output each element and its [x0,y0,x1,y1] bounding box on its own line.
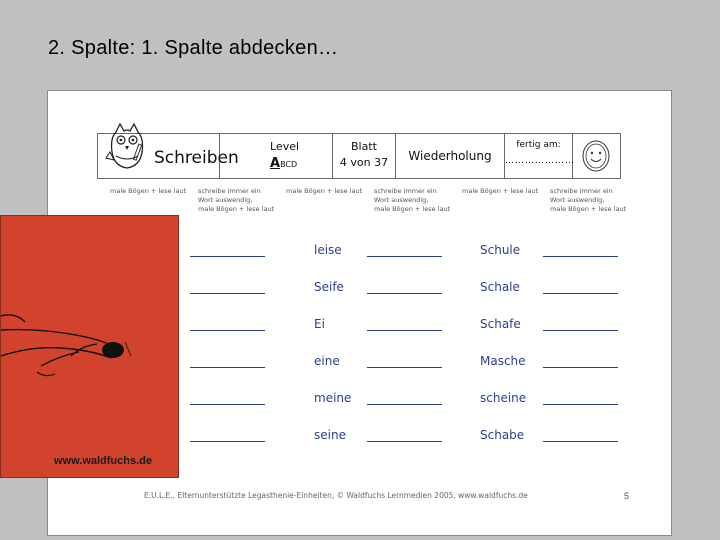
instruction-2-line-2: Wort auswendig, [198,196,253,204]
instruction-1-line-1: male Bögen + lese laut [110,187,187,195]
word-col3: scheine [480,391,527,405]
level-current: A [270,156,281,171]
instruction-2 [198,187,274,214]
level-label: Level [270,140,300,153]
instruction-6 [550,187,626,214]
word-col2: meine [314,391,352,405]
instruction-6-line-2: Wort auswendig, [550,196,605,204]
fertig-label: fertig am: [516,140,561,150]
header-smiley-cell [573,134,620,178]
instruction-3-line-1: male Bögen + lese laut [286,187,363,195]
instruction-1 [110,187,186,196]
blank-line [367,404,442,405]
blank-line [367,441,442,442]
blank-line [543,330,618,331]
word-col3: Schabe [480,428,525,442]
blank-line [543,404,618,405]
wiederholung-label: Wiederholung [408,149,492,163]
smiley-icon [581,139,611,173]
instruction-6-line-3: male Bögen + lese laut [550,205,627,213]
blank-line [190,367,265,368]
blatt-value: 4 von 37 [339,156,389,169]
blank-line [190,330,265,331]
blank-line [543,256,618,257]
blank-line [190,441,265,442]
instruction-2-line-1: schreibe immer ein [198,187,261,195]
blank-line [543,367,618,368]
blank-line [367,293,442,294]
page-number: 5 [624,491,630,501]
word-col3: Masche [480,354,526,368]
blank-line [190,404,265,405]
blank-line [367,367,442,368]
word-col3: Schule [480,243,521,257]
instruction-4-line-1: schreibe immer ein [374,187,437,195]
instruction-2-line-3: male Bögen + lese laut [198,205,275,213]
header-wiederholung-cell [396,134,505,178]
fertig-dots: ………………… [505,156,575,166]
word-col3: Schafe [480,317,521,331]
instruction-4-line-3: male Bögen + lese laut [374,205,451,213]
owl-icon [102,122,152,180]
overlay-url: www.waldfuchs.de [54,455,152,467]
footer-text: E.U.L.E., Elternunterstützte Legasthenie-Einheiten, © Waldfuchs Lernmedien 2005, www.waldfuchs.de [144,491,528,500]
blank-line [190,256,265,257]
word-col3: Schale [480,280,520,294]
word-col2: leise [314,243,342,257]
word-col2: Ei [314,317,325,331]
header-fertig-cell [505,134,573,178]
instruction-3 [286,187,362,196]
slide-title: 2. Spalte: 1. Spalte abdecken… [48,37,339,59]
word-col2: seine [314,428,346,442]
instruction-6-line-1: schreibe immer ein [550,187,613,195]
header-title-cell [98,134,239,178]
blank-line [367,256,442,257]
header-level-cell [220,134,333,178]
blank-line [543,441,618,442]
blank-line [367,330,442,331]
instruction-4-line-2: Wort auswendig, [374,196,429,204]
instruction-5-line-1: male Bögen + lese laut [462,187,539,195]
worksheet-header [97,133,621,179]
header-blatt-cell [333,134,396,178]
level-value [270,156,297,171]
blank-line [190,293,265,294]
blatt-label: Blatt [351,140,377,153]
word-col2: eine [314,354,340,368]
fox-drawing-icon [1,216,179,456]
instruction-4 [374,187,450,214]
level-rest: BCD [280,160,298,169]
cover-card[interactable] [0,215,179,478]
instruction-5 [462,187,538,196]
header-title: Schreiben [154,148,239,168]
word-col2: Seife [314,280,344,294]
blank-line [543,293,618,294]
